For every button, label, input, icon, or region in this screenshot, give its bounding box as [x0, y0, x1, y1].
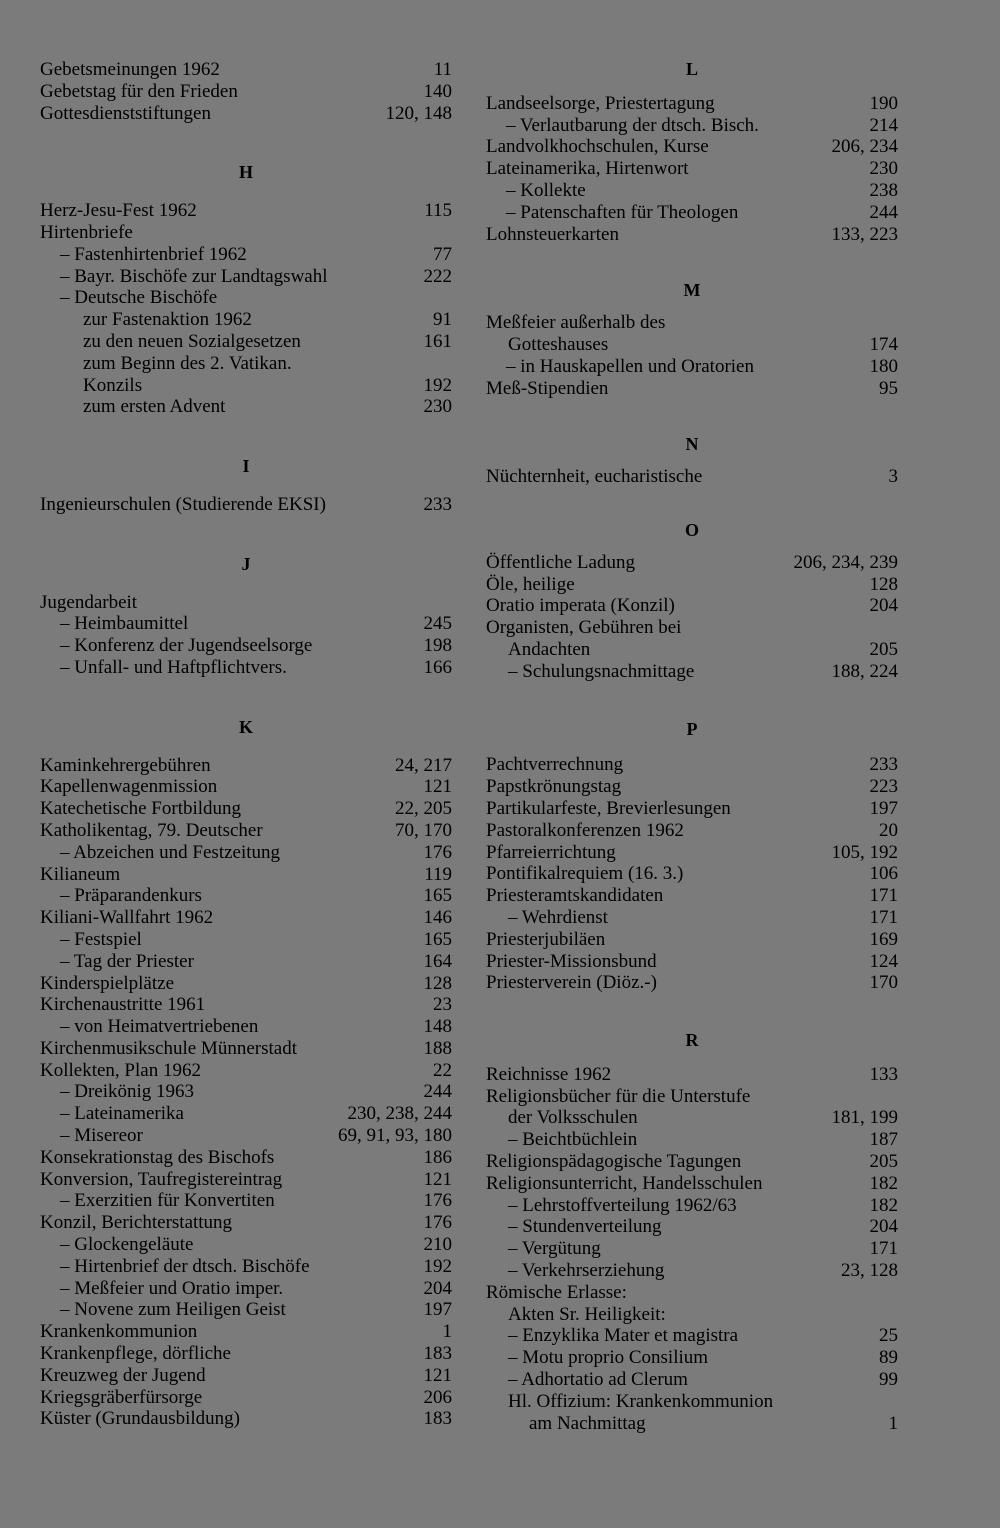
- index-pages: 176: [423, 1190, 452, 1212]
- index-entry: [486, 1347, 898, 1369]
- index-entry: [40, 994, 452, 1016]
- index-pages: 182: [869, 1172, 898, 1194]
- index-pages: 206, 234, 239: [793, 551, 898, 573]
- section-letter-h: H: [238, 162, 253, 183]
- index-pages: 205: [869, 638, 898, 660]
- index-term: Konsekrationstag des Bischofs: [40, 1146, 275, 1168]
- index-entry: [40, 1060, 452, 1082]
- index-pages: 182: [869, 1194, 898, 1216]
- index-pages: 198: [423, 635, 452, 657]
- index-term: – Glockengeläute: [60, 1234, 194, 1256]
- index-term: – Abzeichen und Festzeitung: [60, 841, 281, 863]
- section-letter-o: O: [684, 519, 699, 540]
- index-entry: [486, 115, 898, 137]
- section-letter-p: P: [686, 718, 698, 739]
- index-entry: [40, 864, 452, 886]
- index-pages: 230, 238, 244: [347, 1103, 452, 1125]
- index-term: zur Fastenaktion 1962: [83, 309, 252, 331]
- index-pages: 171: [869, 906, 898, 928]
- index-pages: 3: [888, 466, 898, 488]
- right-column: [486, 59, 898, 1434]
- index-pages: 140: [423, 80, 452, 102]
- index-entry: [40, 1365, 452, 1387]
- index-term: – Patenschaften für Theologen: [506, 201, 739, 223]
- index-pages: 165: [423, 928, 452, 950]
- section-l: [486, 93, 898, 246]
- index-pages: 192: [423, 374, 452, 396]
- index-entry: [40, 200, 452, 222]
- section-i: [40, 494, 452, 516]
- index-term: Organisten, Gebühren bei: [486, 617, 682, 639]
- index-pages: 171: [869, 885, 898, 907]
- index-entry: [40, 353, 452, 375]
- index-term: Römische Erlasse:: [486, 1281, 627, 1303]
- index-term: Katechetische Fortbildung: [40, 798, 242, 820]
- index-term: Öffentliche Ladung: [486, 551, 635, 573]
- index-pages: 1: [442, 1321, 452, 1343]
- index-entry: [40, 375, 452, 397]
- index-entry: [486, 1129, 898, 1151]
- section-n: [486, 466, 898, 488]
- section-k: [40, 755, 452, 1431]
- index-pages: 183: [423, 1408, 452, 1430]
- index-entry: [40, 1169, 452, 1191]
- index-entry: [486, 1260, 898, 1282]
- index-pages: 24, 217: [395, 754, 452, 776]
- index-pages: 95: [879, 377, 898, 399]
- index-pages: 23, 128: [841, 1260, 898, 1282]
- index-entry: [40, 1256, 452, 1278]
- index-pages: 206, 234: [831, 136, 898, 158]
- index-term: Religionsbücher für die Unterstufe: [486, 1085, 751, 1107]
- index-term: – Meßfeier und Oratio imper.: [60, 1277, 284, 1299]
- index-entry: [486, 617, 898, 639]
- index-entry: [486, 574, 898, 596]
- index-term: – Tag der Priester: [60, 950, 194, 972]
- index-term: Priesterjubiläen: [486, 928, 606, 950]
- section-letter-m: M: [683, 280, 701, 301]
- index-term: – Deutsche Bischöfe: [60, 287, 218, 309]
- index-entry: [40, 1016, 452, 1038]
- index-term: Akten Sr. Heiligkeit:: [508, 1303, 666, 1325]
- index-pages: 124: [869, 950, 898, 972]
- index-term: zum ersten Advent: [83, 396, 226, 418]
- index-term: – Lehrstoffverteilung 1962/63: [508, 1194, 737, 1216]
- index-entry: [486, 1195, 898, 1217]
- index-term: – Präparandenkurs: [60, 885, 202, 907]
- index-term: Öle, heilige: [486, 573, 575, 595]
- index-pages: 70, 170: [395, 819, 452, 841]
- index-entry: [40, 287, 452, 309]
- index-entry: [40, 776, 452, 798]
- index-term: Kreuzweg der Jugend: [40, 1364, 206, 1386]
- index-entry: [486, 639, 898, 661]
- index-entry: [40, 1103, 452, 1125]
- index-pages: 183: [423, 1343, 452, 1365]
- index-term: Krankenpflege, dörfliche: [40, 1343, 231, 1365]
- index-term: – Wehrdienst: [508, 906, 608, 928]
- index-term: Konzils: [83, 374, 143, 396]
- index-entry: [40, 222, 452, 244]
- index-entry: [40, 1408, 452, 1430]
- index-term: Katholikentag, 79. Deutscher: [40, 819, 263, 841]
- index-entry: [40, 635, 452, 657]
- index-pages: 186: [423, 1146, 452, 1168]
- index-entry: [486, 1325, 898, 1347]
- index-term: am Nachmittag: [529, 1412, 646, 1434]
- index-pages: 23: [433, 994, 452, 1016]
- index-term: – Verlautbarung der dtsch. Bisch.: [506, 114, 759, 136]
- index-term: zu den neuen Sozialgesetzen: [83, 330, 301, 352]
- index-entry: [486, 1413, 898, 1435]
- index-term: Konzil, Berichterstattung: [40, 1212, 233, 1234]
- index-term: Kirchenmusikschule Münnerstadt: [40, 1037, 297, 1059]
- section-g: [40, 59, 452, 124]
- index-entry: [40, 755, 452, 777]
- index-term: Pfarreierrichtung: [486, 841, 616, 863]
- index-pages: 119: [424, 863, 452, 885]
- index-entry: [486, 202, 898, 224]
- index-entry: [40, 244, 452, 266]
- index-pages: 121: [423, 776, 452, 798]
- index-entry: [40, 1387, 452, 1409]
- index-entry: [486, 1238, 898, 1260]
- index-pages: 238: [869, 179, 898, 201]
- index-term: Gotteshauses: [508, 333, 609, 355]
- section-letter-k: K: [238, 716, 253, 737]
- index-pages: 244: [869, 201, 898, 223]
- index-term: – Misereor: [60, 1125, 143, 1147]
- index-term: – Schulungsnachmittage: [508, 660, 695, 682]
- index-entry: [486, 1086, 898, 1108]
- index-entry: [486, 885, 898, 907]
- index-entry: [40, 1321, 452, 1343]
- index-entry: [486, 1151, 898, 1173]
- index-term: Kaminkehrergebühren: [40, 754, 211, 776]
- index-entry: [486, 334, 898, 356]
- index-pages: 106: [869, 863, 898, 885]
- index-pages: 166: [423, 656, 452, 678]
- index-entry: [40, 1299, 452, 1321]
- index-term: Priester-Missionsbund: [486, 950, 657, 972]
- index-pages: 77: [433, 243, 452, 265]
- index-term: – Dreikönig 1963: [60, 1081, 195, 1103]
- index-term: – Verkehrserziehung: [508, 1260, 665, 1282]
- index-entry: [40, 907, 452, 929]
- index-term: Kinderspielplätze: [40, 972, 175, 994]
- index-entry: [486, 1173, 898, 1195]
- index-term: Konversion, Taufregistereintrag: [40, 1168, 283, 1190]
- index-pages: 171: [869, 1238, 898, 1260]
- index-term: – Enzyklika Mater et magistra: [508, 1325, 739, 1347]
- index-entry: [486, 378, 898, 400]
- index-entry: [486, 312, 898, 334]
- index-term: Nüchternheit, eucharistische: [486, 466, 703, 488]
- index-pages: 223: [869, 776, 898, 798]
- index-pages: 181, 199: [831, 1107, 898, 1129]
- index-entry: [486, 820, 898, 842]
- section-r: [486, 1064, 898, 1435]
- index-pages: 206: [423, 1386, 452, 1408]
- index-term: Kiliani-Wallfahrt 1962: [40, 907, 214, 929]
- index-entry: [486, 1064, 898, 1086]
- index-term: Kilianeum: [40, 863, 121, 885]
- index-entry: [40, 1278, 452, 1300]
- index-entry: [486, 1216, 898, 1238]
- index-term: – Heimbaumittel: [60, 613, 189, 635]
- index-term: Papstkrönungstag: [486, 776, 622, 798]
- section-o: [486, 552, 898, 683]
- index-entry: [486, 754, 898, 776]
- index-term: Gebetstag für den Frieden: [40, 80, 238, 102]
- index-pages: 176: [423, 1212, 452, 1234]
- index-term: – Beichtbüchlein: [508, 1129, 638, 1151]
- index-term: – Kollekte: [506, 179, 586, 201]
- index-pages: 22, 205: [395, 798, 452, 820]
- index-entry: [40, 657, 452, 679]
- index-entry: [40, 951, 452, 973]
- index-pages: 121: [423, 1364, 452, 1386]
- index-pages: 105, 192: [831, 841, 898, 863]
- index-entry: [40, 331, 452, 353]
- index-entry: [40, 1081, 452, 1103]
- index-pages: 133: [869, 1063, 898, 1085]
- index-term: Kirchenaustritte 1961: [40, 994, 206, 1016]
- index-term: Hirtenbriefe: [40, 221, 133, 243]
- index-term: Kollekten, Plan 1962: [40, 1059, 201, 1081]
- section-m: [486, 312, 898, 399]
- index-pages: 204: [423, 1277, 452, 1299]
- index-entry: [40, 1147, 452, 1169]
- index-term: Jugendarbeit: [40, 591, 138, 613]
- index-pages: 190: [869, 92, 898, 114]
- index-entry: [40, 592, 452, 614]
- index-pages: 233: [869, 754, 898, 776]
- index-entry: [40, 885, 452, 907]
- index-term: Krankenkommunion: [40, 1321, 198, 1343]
- index-entry: [40, 266, 452, 288]
- index-pages: 22: [433, 1059, 452, 1081]
- index-pages: 187: [869, 1129, 898, 1151]
- index-term: Lateinamerika, Hirtenwort: [486, 158, 689, 180]
- index-entry: [486, 1107, 898, 1129]
- index-pages: 174: [869, 333, 898, 355]
- index-entry: [486, 224, 898, 246]
- index-entry: [486, 863, 898, 885]
- index-term: Meß-Stipendien: [486, 377, 609, 399]
- index-pages: 180: [869, 355, 898, 377]
- section-letter-l: L: [685, 59, 698, 79]
- index-term: der Volksschulen: [508, 1107, 638, 1129]
- index-pages: 230: [869, 158, 898, 180]
- index-term: Reichnisse 1962: [486, 1063, 612, 1085]
- index-pages: 11: [433, 59, 452, 80]
- index-entry: [40, 842, 452, 864]
- index-entry: [486, 136, 898, 158]
- index-term: Meßfeier außerhalb des: [486, 312, 666, 334]
- index-entry: [40, 1125, 452, 1147]
- index-entry: [40, 820, 452, 842]
- index-term: – Konferenz der Jugendseelsorge: [60, 635, 313, 657]
- index-entry: [40, 59, 452, 81]
- index-pages: 165: [423, 885, 452, 907]
- index-entry: [486, 158, 898, 180]
- index-entry: [486, 1369, 898, 1391]
- index-term: – Motu proprio Consilium: [508, 1347, 709, 1369]
- index-entry: [486, 93, 898, 115]
- index-entry: [40, 929, 452, 951]
- index-entry: [40, 1190, 452, 1212]
- index-entry: [486, 842, 898, 864]
- index-pages: 197: [869, 797, 898, 819]
- index-pages: 20: [879, 819, 898, 841]
- index-pages: 204: [869, 1216, 898, 1238]
- index-term: Küster (Grundausbildung): [40, 1408, 240, 1430]
- index-entry: [40, 1038, 452, 1060]
- index-entry: [486, 661, 898, 683]
- index-pages: 148: [423, 1016, 452, 1038]
- index-term: Landseelsorge, Priestertagung: [486, 92, 715, 114]
- index-entry: [486, 1282, 898, 1304]
- index-pages: 161: [423, 330, 452, 352]
- index-pages: 222: [423, 265, 452, 287]
- index-term: Landvolkhochschulen, Kurse: [486, 136, 709, 158]
- index-pages: 188, 224: [831, 660, 898, 682]
- index-term: – Exerzitien für Konvertiten: [60, 1190, 275, 1212]
- index-entry: [486, 466, 898, 488]
- index-entry: [40, 1343, 452, 1365]
- index-entry: [486, 180, 898, 202]
- index-term: – Stundenverteilung: [508, 1216, 662, 1238]
- index-entry: [486, 798, 898, 820]
- index-pages: 115: [424, 200, 452, 222]
- index-pages: 188: [423, 1037, 452, 1059]
- index-entry: [40, 309, 452, 331]
- index-term: – in Hauskapellen und Oratorien: [506, 355, 754, 377]
- index-term: – Fastenhirtenbrief 1962: [60, 243, 247, 265]
- index-pages: 89: [879, 1347, 898, 1369]
- index-entry: [40, 798, 452, 820]
- index-entry: [40, 103, 452, 125]
- index-entry: [40, 973, 452, 995]
- index-pages: 146: [423, 907, 452, 929]
- index-term: Religionsunterricht, Handelsschulen: [486, 1172, 763, 1194]
- index-pages: 164: [423, 950, 452, 972]
- index-term: Gottesdienststiftungen: [40, 102, 211, 124]
- index-term: – Hirtenbrief der dtsch. Bischöfe: [60, 1255, 310, 1277]
- index-term: Herz-Jesu-Fest 1962: [40, 200, 197, 222]
- index-entry: [486, 1391, 898, 1413]
- index-term: Religionspädagogische Tagungen: [486, 1151, 742, 1173]
- section-j: [40, 592, 452, 679]
- index-entry: [486, 552, 898, 574]
- index-term: – Bayr. Bischöfe zur Landtagswahl: [60, 265, 328, 287]
- index-pages: 244: [423, 1081, 452, 1103]
- index-term: Andachten: [508, 638, 591, 660]
- index-entry: [486, 907, 898, 929]
- index-entry: [486, 595, 898, 617]
- section-h: [40, 200, 452, 418]
- index-term: Partikularfeste, Brevierlesungen: [486, 797, 731, 819]
- index-term: Ingenieurschulen (Studierende EKSI): [40, 493, 326, 515]
- index-term: Pontifikalrequiem (16. 3.): [486, 863, 684, 885]
- index-term: Priesterverein (Diöz.-): [486, 972, 657, 994]
- index-term: – von Heimatvertriebenen: [60, 1016, 259, 1038]
- index-pages: 210: [423, 1234, 452, 1256]
- index-entry: [486, 951, 898, 973]
- index-term: – Lateinamerika: [60, 1103, 184, 1125]
- index-term: Hl. Offizium: Krankenkommunion: [508, 1390, 774, 1412]
- index-pages: 128: [423, 972, 452, 994]
- index-pages: 120, 148: [385, 102, 452, 124]
- index-term: – Adhortatio ad Clerum: [508, 1369, 688, 1391]
- section-letter-n: N: [685, 434, 699, 455]
- index-term: Pachtverrechnung: [486, 754, 624, 776]
- index-pages: 128: [869, 573, 898, 595]
- index-entry: [40, 81, 452, 103]
- index-pages: 197: [423, 1299, 452, 1321]
- index-term: – Festspiel: [60, 928, 142, 950]
- index-pages: 25: [879, 1325, 898, 1347]
- index-pages: 176: [423, 841, 452, 863]
- index-term: – Novene zum Heiligen Geist: [60, 1299, 286, 1321]
- index-term: Kapellenwagenmission: [40, 776, 218, 798]
- index-term: Oratio imperata (Konzil): [486, 595, 675, 617]
- index-pages: 230: [423, 396, 452, 418]
- index-pages: 91: [433, 309, 452, 331]
- index-pages: 133, 223: [831, 223, 898, 245]
- index-entry: [40, 1234, 452, 1256]
- section-p: [486, 754, 898, 994]
- index-pages: 69, 91, 93, 180: [338, 1125, 452, 1147]
- index-entry: [40, 613, 452, 635]
- index-pages: 214: [869, 114, 898, 136]
- index-entry: [486, 1304, 898, 1326]
- index-pages: 1: [888, 1412, 898, 1434]
- index-pages: 121: [423, 1168, 452, 1190]
- index-term: – Vergütung: [508, 1238, 601, 1260]
- index-pages: 192: [423, 1255, 452, 1277]
- section-letter-j: J: [241, 553, 251, 574]
- index-entry: [486, 776, 898, 798]
- index-pages: 205: [869, 1151, 898, 1173]
- index-term: Kriegsgräberfürsorge: [40, 1386, 203, 1408]
- section-letter-i: I: [242, 456, 250, 477]
- index-term: Lohnsteuerkarten: [486, 223, 619, 245]
- index-pages: 204: [869, 595, 898, 617]
- index-entry: [40, 494, 452, 516]
- index-pages: 170: [869, 972, 898, 994]
- index-pages: 169: [869, 928, 898, 950]
- index-term: zum Beginn des 2. Vatikan.: [83, 352, 292, 374]
- index-pages: 245: [423, 613, 452, 635]
- index-term: – Unfall- und Haftpflichtvers.: [60, 656, 287, 678]
- index-term: Gebetsmeinungen 1962: [40, 59, 220, 80]
- left-column: [40, 59, 452, 1430]
- index-entry: [486, 972, 898, 994]
- section-letter-r: R: [685, 1030, 699, 1051]
- index-entry: [486, 356, 898, 378]
- index-entry: [486, 929, 898, 951]
- index-pages: 99: [879, 1369, 898, 1391]
- index-term: Priesteramtskandidaten: [486, 885, 664, 907]
- index-entry: [40, 396, 452, 418]
- index-pages: 233: [423, 493, 452, 515]
- index-term: Pastoralkonferenzen 1962: [486, 819, 684, 841]
- index-entry: [40, 1212, 452, 1234]
